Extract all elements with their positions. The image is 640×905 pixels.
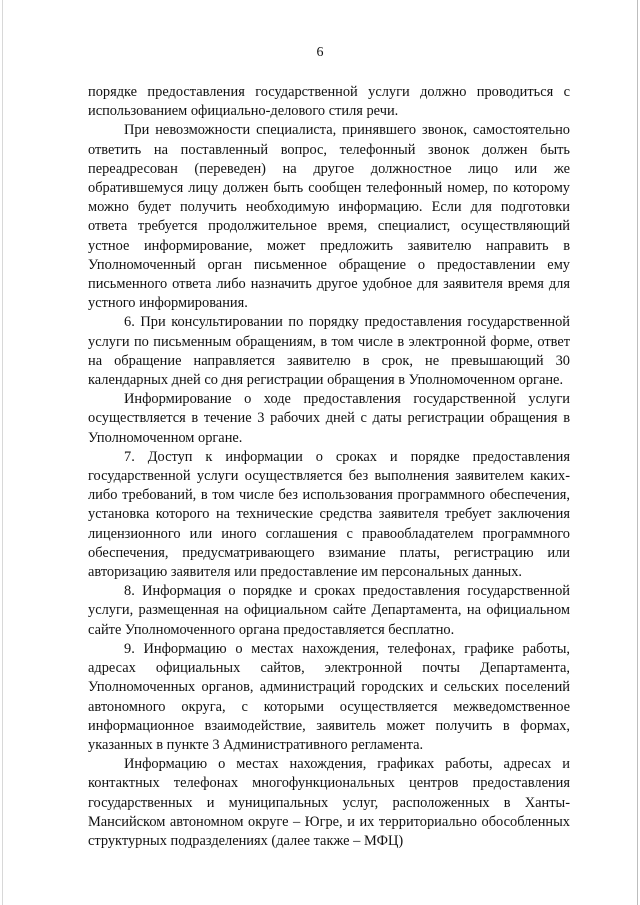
scan-edge-left [2,0,3,905]
paragraph-item-9: 9. Информацию о местах нахождения, телефонах, графике работы, адресах официальных сайтов, электронной почты Департамента, Уполномоченных органов, администраций городских и сельских поселений автономного округа, с которыми осуществляется межведомственное информационное взаимодействие, заявитель может получить в формах, указанных в пункте 3 Административного регламента. [88,640,570,753]
document-body [88,83,570,851]
paragraph-item-6: 6. При консультировании по порядку предоставления государственной услуги по письменным обращениям, в том числе в электронной форме, ответ на обращение направляется заявителю в срок, не превышающий 30 календарных дней со дня регистрации обращения в Уполномоченном органе. [88,314,570,389]
page-number: 6 [316,45,324,60]
paragraph-item-8: 8. Информация о порядке и сроках предоставления государственной услуги, размещенная на официальном сайте Департамента, на официальном сайте Уполномоченного органа предоставляется бесплатно. [88,583,570,638]
paragraph-phone-redirect: При невозможности специалиста, принявшего звонок, самостоятельно ответить на поставленный вопрос, телефонный звонок должен быть переадресован (переведен) на другое должностное лицо или же обратившемуся лицу должен быть сообщен телефонный номер, по которому можно будет получить необходимую информацию. Если для подготовки ответа требуется продолжительное время, специалист, осуществляющий устное информирование, может предложить заявителю направить в Уполномоченный орган письменное обращение о предоставлении ему письменного ответа либо назначить другое удобное для заявителя время для устного информирования. [88,122,570,312]
paragraph-continuation: порядке предоставления государственной услуги должно проводиться с использованием официально-делового стиля речи. [88,84,570,120]
paragraph-progress-info: Информирование о ходе предоставления государственной услуги осуществляется в течение 3 рабочих дней с даты регистрации обращения в Уполномоченном органе. [88,391,570,446]
paragraph-mfc-info: Информацию о местах нахождения, графиках работы, адресах и контактных телефонах многофункциональных центров предоставления государственных и муниципальных услуг, расположенных в Ханты-Мансийском автономном округе – Югре, и их территориально обособленных структурных подразделениях (далее также – МФЦ) [88,756,570,849]
paragraph-item-7: 7. Доступ к информации о сроках и порядке предоставления государственной услуги осуществляется без выполнения заявителем каких-либо требований, в том числе без использования программного обеспечения, установка которого на технические средства заявителя требует заключения лицензионного или иного соглашения с правообладателем программного обеспечения, предусматривающего взимание платы, регистрацию или авторизацию заявителя или предоставление им персональных данных. [88,448,570,581]
scan-edge-right [637,0,638,905]
